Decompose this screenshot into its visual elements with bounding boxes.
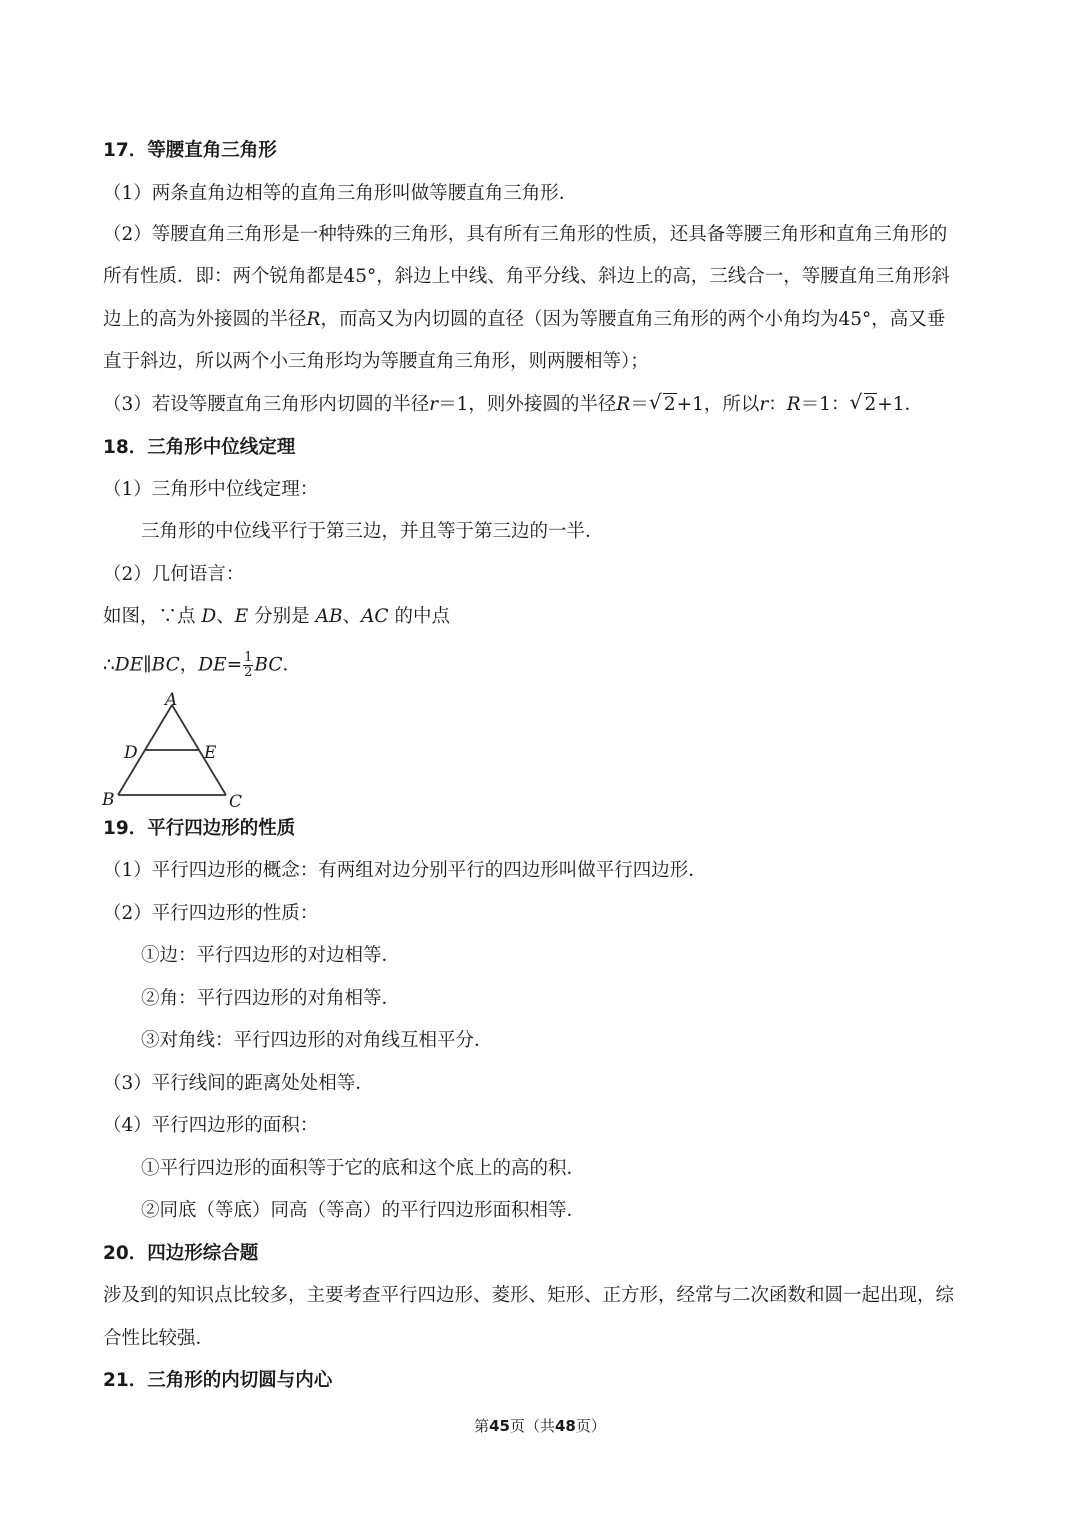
text-run: 、 — [342, 606, 362, 627]
text-run: ＝1，则外接圆的半径 — [438, 394, 617, 415]
section-19-title: 19．平行四边形的性质 — [103, 818, 296, 839]
text-run: 的中点 — [394, 606, 450, 627]
footer-text: 页（共 — [509, 1417, 555, 1435]
text-run: +1． — [877, 394, 924, 415]
var-R: R — [786, 394, 801, 415]
label-E: E — [204, 743, 217, 763]
text-run: = — [226, 654, 243, 676]
s17-paragraph-3 — [103, 391, 983, 419]
segment-AB: AB — [315, 606, 343, 627]
sqrt-symbol: √ 2 — [648, 390, 676, 415]
text-run: （3）若设等腰直角三角形内切圆的半径 — [103, 394, 430, 415]
fraction-denominator: 2 — [244, 665, 253, 680]
text-run: ＝1： — [800, 394, 850, 415]
text-run: 、 — [216, 606, 235, 627]
page-total: 48 — [555, 1417, 576, 1435]
sqrt-radicand: 2 — [864, 394, 877, 415]
var-r: r — [429, 394, 439, 415]
section-21-title: 21．三角形的内切圆与内心 — [103, 1370, 333, 1391]
s19-paragraph-3: （3）平行线间的距离处处相等． — [103, 1073, 374, 1094]
text-run: ， — [179, 654, 199, 676]
label-D: D — [124, 743, 138, 763]
sqrt-radicand: 2 — [663, 394, 676, 415]
section-18-title: 18．三角形中位线定理 — [103, 437, 296, 458]
sqrt-symbol: √ 2 — [849, 390, 877, 415]
text-run: ． — [282, 654, 302, 676]
therefore-symbol: ∴ — [103, 654, 115, 676]
footer-text: 页） — [575, 1417, 606, 1435]
parallel-symbol: ∥ — [143, 654, 152, 676]
section-20-title: 20．四边形综合题 — [103, 1243, 259, 1264]
segment-AC: AC — [361, 606, 389, 627]
s20-body-line-2: 合性比较强． — [103, 1328, 215, 1349]
s19-area-item-1: ①平行四边形的面积等于它的底和这个底上的高的积． — [141, 1158, 586, 1179]
s17-paragraph-1: （1）两条直角边相等的直角三角形叫做等腰直角三角形． — [103, 183, 578, 204]
s19-paragraph-2: （2）平行四边形的性质： — [103, 903, 319, 924]
text-run: 分别是 — [254, 606, 310, 627]
label-C: C — [229, 792, 243, 812]
text-run: ： — [768, 394, 787, 415]
s18-paragraph-1: （1）三角形中位线定理： — [103, 479, 319, 500]
s18-paragraph-4 — [103, 651, 983, 680]
text-run: +1，所以 — [676, 394, 760, 415]
var-R: R — [306, 309, 321, 330]
fraction-one-half — [243, 651, 253, 680]
segment-DE: DE — [198, 654, 227, 676]
page-number: 45 — [489, 1417, 510, 1435]
s18-paragraph-2: （2）几何语言： — [103, 564, 245, 585]
triangle-midline-figure — [98, 690, 258, 814]
section-17-title: 17．等腰直角三角形 — [103, 140, 277, 161]
s17-paragraph-2-line-1: （2）等腰直角三角形是一种特殊的三角形，具有所有三角形的性质，还具备等腰三角形和直角三角形的 — [103, 224, 948, 245]
segment-BC: BC — [254, 654, 283, 676]
s17-paragraph-2-line-4: 直于斜边，所以两个小三角形均为等腰直角三角形，则两腰相等）； — [103, 351, 649, 372]
s17-paragraph-2-line-3 — [103, 306, 983, 334]
s19-paragraph-1: （1）平行四边形的概念：有两组对边分别平行的四边形叫做平行四边形． — [103, 860, 707, 881]
s17-paragraph-2-line-2: 所有性质．即：两个锐角都是45°，斜边上中线、角平分线、斜边上的高，三线合一，等腰直角三角形斜 — [103, 266, 950, 287]
s20-body-line-1: 涉及到的知识点比较多，主要考查平行四边形、菱形、矩形、正方形，经常与二次函数和圆一起出现，综 — [103, 1285, 955, 1306]
footer-text: 第 — [474, 1417, 490, 1435]
segment-BC: BC — [151, 654, 180, 676]
var-r: r — [759, 394, 769, 415]
s19-property-sides: ①边：平行四边形的对边相等． — [141, 945, 401, 966]
s19-paragraph-4: （4）平行四边形的面积： — [103, 1115, 319, 1136]
segment-DE: DE — [114, 654, 144, 676]
page-footer — [0, 1416, 1080, 1436]
s18-theorem-text: 三角形的中位线平行于第三边，并且等于第三边的一半． — [141, 521, 604, 542]
s19-area-item-2: ②同底（等底）同高（等高）的平行四边形面积相等． — [141, 1200, 586, 1221]
text-run: ，而高又为内切圆的直径（因为等腰直角三角形的两个小角均为45°，高又垂 — [320, 309, 946, 330]
text-run: ＝ — [630, 394, 649, 415]
s19-property-diagonals: ③对角线：平行四边形的对角线互相平分． — [141, 1030, 493, 1051]
var-R: R — [616, 394, 631, 415]
text-run: 如图，∵点 — [103, 606, 196, 627]
s18-paragraph-3 — [103, 603, 983, 631]
label-A: A — [165, 690, 178, 710]
point-E: E — [234, 606, 249, 627]
point-D: D — [201, 606, 217, 627]
label-B: B — [102, 790, 115, 810]
text-run: 边上的高为外接圆的半径 — [103, 309, 307, 330]
s19-property-angles: ②角：平行四边形的对角相等． — [141, 988, 401, 1009]
fraction-numerator: 1 — [244, 650, 253, 665]
